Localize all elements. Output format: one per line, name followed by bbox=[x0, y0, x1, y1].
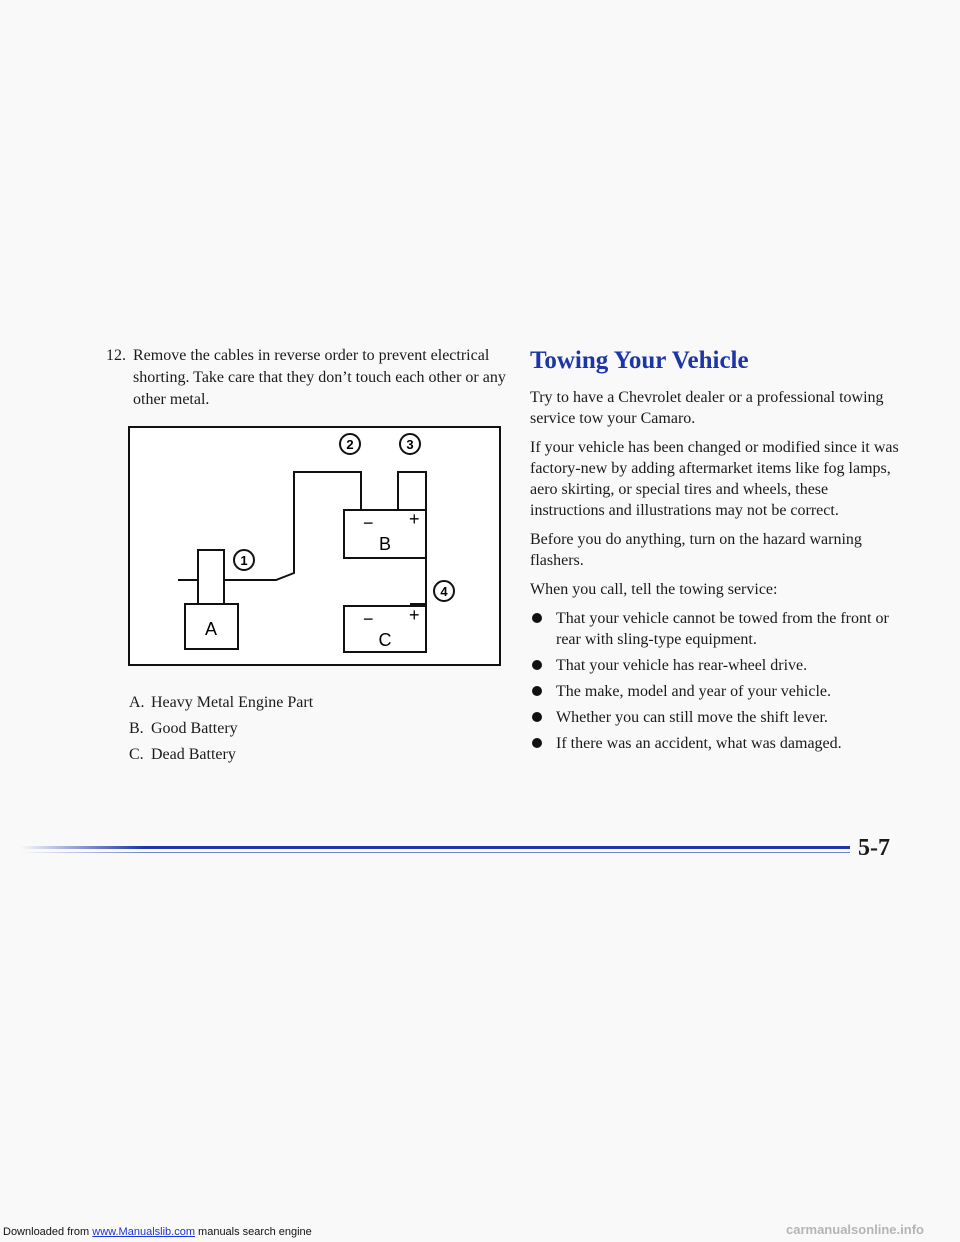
legend-item: B. Good Battery bbox=[129, 720, 238, 737]
section-heading: Towing Your Vehicle bbox=[530, 347, 749, 374]
step-12 bbox=[106, 345, 506, 411]
footer-rule bbox=[20, 843, 850, 857]
callout-4 bbox=[434, 581, 454, 601]
diagram-legend bbox=[129, 690, 469, 768]
paragraph: When you call, tell the towing service: bbox=[530, 581, 778, 598]
svg-text:1: 1 bbox=[240, 553, 248, 568]
step-text: Remove the cables in reverse order to prevent electrical shorting. Take care that they don’t touch each other or any other metal. bbox=[133, 347, 506, 408]
svg-text:4: 4 bbox=[440, 584, 448, 599]
engine-part-post bbox=[198, 550, 224, 604]
battery-b-plus: + bbox=[409, 509, 420, 529]
page-number: 5-7 bbox=[858, 835, 890, 861]
towing-info-list bbox=[530, 608, 900, 754]
list-item: The make, model and year of your vehicle. bbox=[530, 681, 900, 702]
legend-item: A. Heavy Metal Engine Part bbox=[129, 694, 314, 711]
legend-item: C. Dead Battery bbox=[129, 746, 236, 763]
paragraph: Try to have a Chevrolet dealer or a professional towing service tow your Camaro. bbox=[530, 389, 884, 427]
list-item: Whether you can still move the shift lever. bbox=[530, 707, 900, 728]
callout-3 bbox=[400, 434, 420, 454]
step-number: 12. bbox=[106, 347, 126, 364]
battery-b-minus: − bbox=[363, 513, 374, 533]
svg-text:3: 3 bbox=[406, 437, 414, 452]
label-c: C bbox=[378, 630, 392, 650]
bullet-icon bbox=[532, 660, 542, 670]
bullet-icon bbox=[532, 686, 542, 696]
battery-c-plus: + bbox=[409, 605, 420, 625]
paragraph: If your vehicle has been changed or modified since it was factory-new by adding aftermarket items like fog lamps, aero skirting, or special tires and wheels, these instructions and illustrations may not be correct. bbox=[530, 439, 899, 519]
bullet-icon bbox=[532, 613, 542, 623]
label-a: A bbox=[204, 619, 218, 639]
callout-1 bbox=[234, 550, 254, 570]
paragraph: Before you do anything, turn on the hazard warning flashers. bbox=[530, 531, 862, 569]
manualslib-link[interactable]: www.Manualslib.com bbox=[92, 1226, 195, 1238]
bullet-icon bbox=[532, 738, 542, 748]
jump-start-diagram bbox=[128, 426, 501, 666]
list-item: If there was an accident, what was damaged. bbox=[530, 733, 900, 754]
label-b: B bbox=[378, 534, 392, 554]
callout-2 bbox=[340, 434, 360, 454]
towing-section bbox=[530, 345, 900, 759]
battery-c-minus: − bbox=[363, 609, 374, 629]
watermark: carmanualsonline.info bbox=[786, 1222, 924, 1237]
svg-text:2: 2 bbox=[346, 437, 354, 452]
download-banner: Downloaded from www.Manualslib.com manuals search engine bbox=[3, 1226, 312, 1238]
bullet-icon bbox=[532, 712, 542, 722]
list-item: That your vehicle has rear-wheel drive. bbox=[530, 655, 900, 676]
list-item: That your vehicle cannot be towed from the front or rear with sling-type equipment. bbox=[530, 608, 900, 650]
